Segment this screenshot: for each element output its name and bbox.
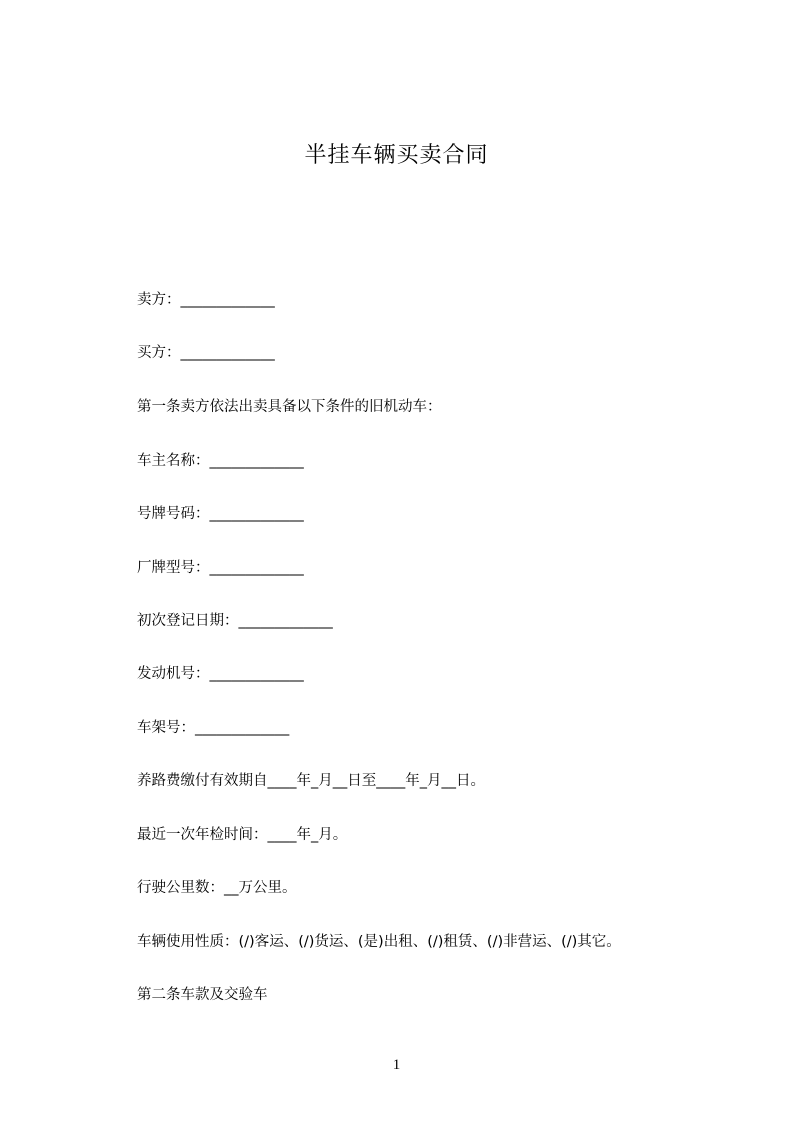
article-2-heading: 第二条车款及交验车 xyxy=(137,987,268,1003)
page-number: 1 xyxy=(392,1057,401,1073)
usage-nature-line: 车辆使用性质：(/)客运、(/)货运、(是)出租、(/)租赁、(/)非营运、(/)其它。 xyxy=(137,934,621,950)
engine-number-line: 发动机号：_____________ xyxy=(137,666,304,682)
plate-number-line: 号牌号码：_____________ xyxy=(137,506,304,522)
mileage-line: 行驶公里数：__万公里。 xyxy=(137,880,297,896)
brand-model-line: 厂牌型号：_____________ xyxy=(137,560,304,576)
seller-line: 卖方：_____________ xyxy=(137,292,275,308)
road-fee-validity-line: 养路费缴付有效期自____年_月__日至____年_月__日。 xyxy=(137,773,485,789)
first-registration-date-line: 初次登记日期：_____________ xyxy=(137,613,333,629)
buyer-line: 买方：_____________ xyxy=(137,345,275,361)
article-1-heading: 第一条卖方依法出卖具备以下条件的旧机动车： xyxy=(137,399,442,415)
frame-number-line: 车架号：_____________ xyxy=(137,720,290,736)
last-inspection-line: 最近一次年检时间：____年_月。 xyxy=(137,827,348,843)
owner-name-line: 车主名称：_____________ xyxy=(137,453,304,469)
document-title: 半挂车辆买卖合同 xyxy=(304,143,489,168)
